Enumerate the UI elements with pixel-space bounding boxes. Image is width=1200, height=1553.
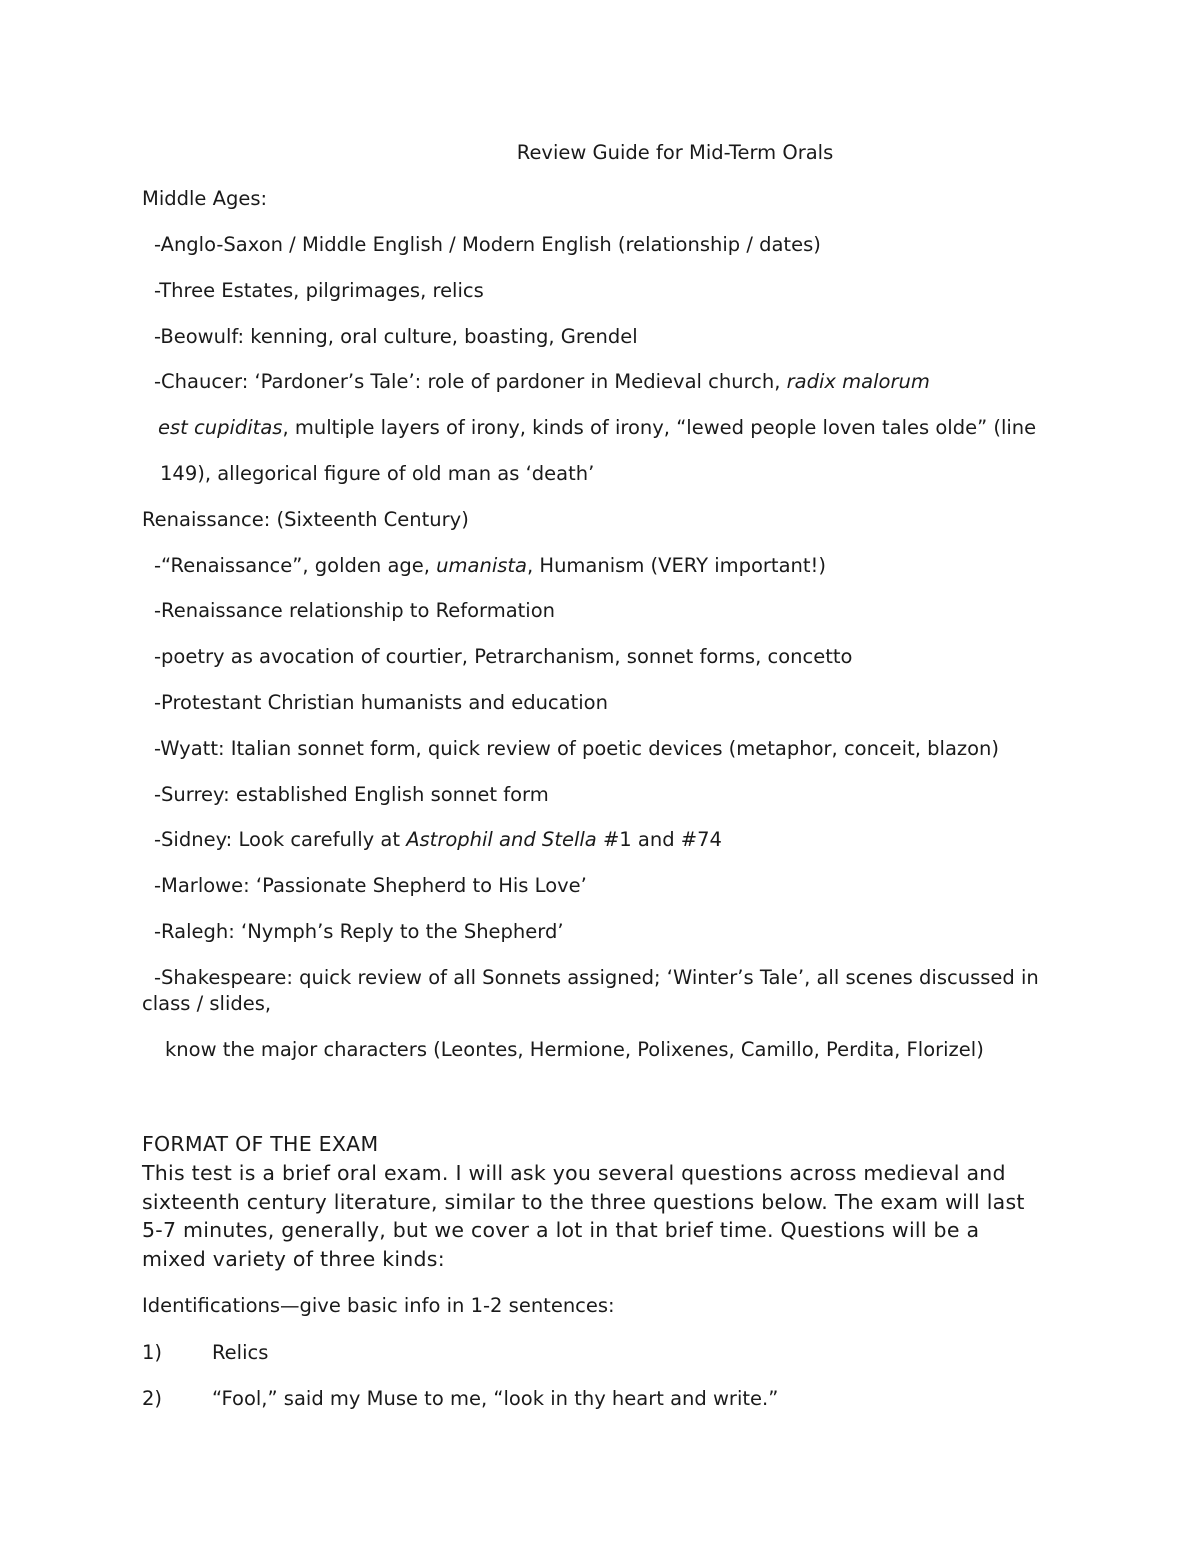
list-item-shakespeare-cont: class / slides, <box>142 992 272 1015</box>
section-heading-format: FORMAT OF THE EXAM <box>142 1132 379 1156</box>
list-item: -poetry as avocation of courtier, Petrarchanism, sonnet forms, concetto <box>154 645 853 668</box>
list-item: -Ralegh: ‘Nymph’s Reply to the Shepherd’ <box>154 920 564 943</box>
list-item-shakespeare-cont2: know the major characters (Leontes, Hermione, Polixenes, Camillo, Perdita, Florizel) <box>165 1038 984 1061</box>
question-item <box>142 1386 778 1412</box>
list-item: -Beowulf: kenning, oral culture, boasting, Grendel <box>154 325 638 348</box>
paragraph-line: This test is a brief oral exam. I will ask you several questions across medieval and <box>142 1161 1006 1185</box>
list-item: -Marlowe: ‘Passionate Shepherd to His Love’ <box>154 874 587 897</box>
list-item-chaucer <box>154 369 930 395</box>
renaissance-italic: umanista <box>436 554 528 577</box>
list-item: -Renaissance relationship to Reformation <box>154 599 556 622</box>
sidney-text: -Sidney: Look carefully at <box>154 828 407 851</box>
sidney-italic: Astrophil and Stella <box>406 828 597 851</box>
sidney-text-end: #1 and #74 <box>596 828 722 851</box>
list-item: -Protestant Christian humanists and education <box>154 691 608 714</box>
renaissance-text: -“Renaissance”, golden age, <box>154 554 437 577</box>
paragraph-line: sixteenth century literature, similar to the three questions below. The exam will last <box>142 1190 1025 1214</box>
list-item: -Three Estates, pilgrimages, relics <box>154 279 484 302</box>
renaissance-text-end: , Humanism (VERY important!) <box>527 554 826 577</box>
section-heading-middle-ages: Middle Ages: <box>142 187 268 210</box>
question-item <box>142 1340 268 1366</box>
list-item-chaucer-cont <box>158 415 1036 441</box>
chaucer-text: -Chaucer: ‘Pardoner’s Tale’: role of pardoner in Medieval church, <box>154 370 787 393</box>
question-text: “Fool,” said my Muse to me, “look in thy heart and write.” <box>212 1387 779 1410</box>
question-text: Relics <box>212 1341 269 1364</box>
list-item-shakespeare: -Shakespeare: quick review of all Sonnets assigned; ‘Winter’s Tale’, all scenes discussed in <box>154 966 1039 989</box>
question-number: 1) <box>142 1341 163 1364</box>
list-item-chaucer-cont2: 149), allegorical figure of old man as ‘death’ <box>160 462 595 485</box>
chaucer-latin: radix malorum <box>786 370 930 393</box>
list-item-renaissance-term <box>154 553 826 579</box>
paragraph-line: 5-7 minutes, generally, but we cover a lot in that brief time. Questions will be a <box>142 1218 980 1242</box>
question-number: 2) <box>142 1387 163 1410</box>
chaucer-text-cont: , multiple layers of irony, kinds of irony, “lewed people loven tales olde” (line <box>282 416 1037 439</box>
list-item-sidney <box>154 827 722 853</box>
list-item: -Surrey: established English sonnet form <box>154 783 549 806</box>
list-item: -Wyatt: Italian sonnet form, quick review of poetic devices (metaphor, conceit, blazon) <box>154 737 1000 760</box>
chaucer-latin-cont: est cupiditas <box>158 416 283 439</box>
section-heading-renaissance: Renaissance: (Sixteenth Century) <box>142 508 469 531</box>
list-item: -Anglo-Saxon / Middle English / Modern English (relationship / dates) <box>154 233 821 256</box>
paragraph-line: mixed variety of three kinds: <box>142 1247 445 1271</box>
identifications-heading: Identifications—give basic info in 1-2 sentences: <box>142 1294 615 1317</box>
page-title: Review Guide for Mid-Term Orals <box>516 141 834 164</box>
